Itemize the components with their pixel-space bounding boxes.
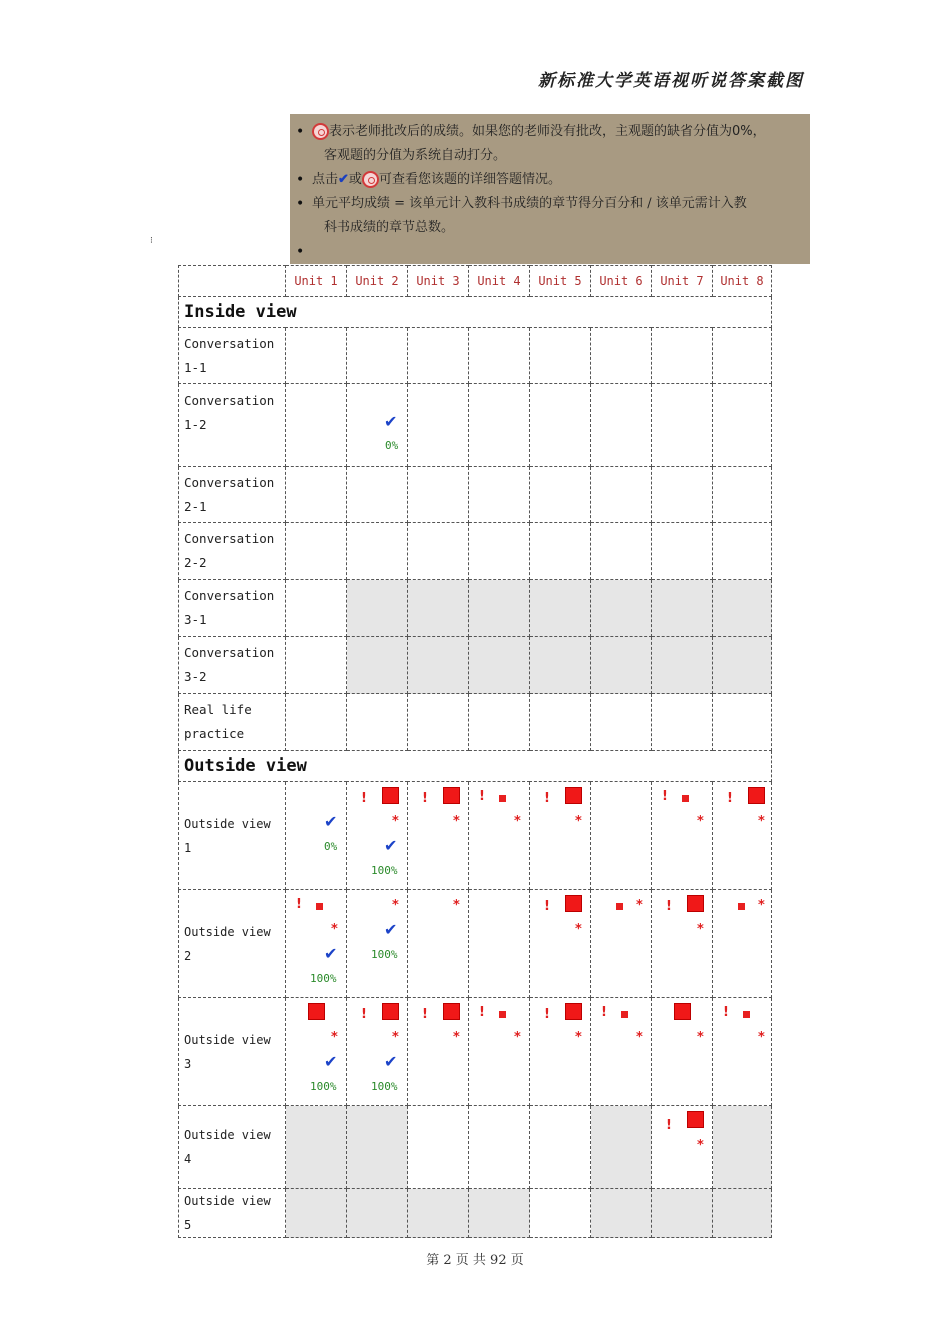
check-icon[interactable]: ✔	[384, 920, 398, 939]
warning-icon: !	[361, 791, 367, 806]
required-icon: *	[575, 1030, 582, 1045]
unfinished-icon[interactable]	[687, 1111, 704, 1128]
required-icon: *	[392, 1030, 399, 1045]
table-row	[179, 1189, 772, 1238]
unit-header: Unit 6	[591, 266, 652, 297]
warning-icon: !	[544, 899, 550, 914]
unfinished-icon[interactable]	[674, 1003, 691, 1020]
row-label: Outside view 4	[179, 1106, 286, 1189]
check-icon[interactable]: ✔	[324, 812, 338, 831]
required-icon: *	[758, 898, 765, 913]
unfinished-icon[interactable]	[748, 787, 765, 804]
row-label: Outside view 3	[179, 998, 286, 1106]
warning-icon: !	[666, 899, 672, 914]
row-label: Conversation 3-2	[179, 637, 286, 694]
table-row	[179, 694, 772, 751]
required-icon: *	[331, 922, 338, 937]
table-row	[179, 890, 772, 998]
unit-header: Unit 8	[713, 266, 772, 297]
unfinished-icon[interactable]	[743, 1011, 750, 1018]
score-percent: 100%	[371, 864, 398, 877]
check-icon[interactable]: ✔	[324, 1052, 338, 1071]
check-icon[interactable]: ✔	[384, 412, 398, 431]
required-icon: *	[575, 922, 582, 937]
table-row	[179, 637, 772, 694]
unfinished-icon[interactable]	[687, 895, 704, 912]
required-icon: *	[453, 814, 460, 829]
score-percent: 100%	[371, 948, 398, 961]
unfinished-icon[interactable]	[308, 1003, 325, 1020]
warning-icon: !	[666, 1118, 672, 1133]
unfinished-icon[interactable]	[443, 787, 460, 804]
row-label: Conversation 1-2	[179, 384, 286, 467]
unit-header-row	[179, 266, 772, 297]
row-label: Conversation 1-1	[179, 328, 286, 384]
unfinished-icon[interactable]	[738, 903, 745, 910]
row-label: Real life practice	[179, 694, 286, 751]
table-row	[179, 523, 772, 580]
unit-header: Unit 1	[286, 266, 347, 297]
warning-icon: !	[361, 1007, 367, 1022]
required-icon: *	[758, 814, 765, 829]
unfinished-icon[interactable]	[499, 795, 506, 802]
row-label: Outside view 5	[179, 1189, 286, 1238]
warning-icon: !	[727, 791, 733, 806]
check-icon[interactable]: ✔	[324, 944, 338, 963]
required-icon: *	[697, 814, 704, 829]
score-percent: 100%	[310, 972, 337, 985]
check-icon[interactable]: ✔	[384, 1052, 398, 1071]
warning-icon: !	[544, 1007, 550, 1022]
table-row	[179, 328, 772, 384]
unit-header: Unit 4	[469, 266, 530, 297]
unfinished-icon[interactable]	[382, 1003, 399, 1020]
unfinished-icon[interactable]	[499, 1011, 506, 1018]
legend-item-average: • 单元平均成绩 = 该单元计入教科书成绩的章节得分百分和 / 该单元需计入教 科书成绩的章节总数。	[312, 192, 802, 240]
warning-icon: !	[296, 897, 302, 912]
teacher-seal-icon	[312, 123, 329, 140]
margin-mark: ⁝	[150, 236, 153, 246]
unfinished-icon[interactable]	[382, 787, 399, 804]
required-icon: *	[392, 814, 399, 829]
unfinished-icon[interactable]	[565, 895, 582, 912]
document-title: 新标准大学英语视听说答案截图	[538, 71, 804, 91]
check-icon: ✔	[338, 172, 349, 187]
required-icon: *	[453, 898, 460, 913]
unfinished-icon[interactable]	[565, 787, 582, 804]
row-label: Conversation 2-1	[179, 467, 286, 523]
table-row	[179, 782, 772, 890]
teacher-seal-icon	[362, 171, 379, 188]
unfinished-icon[interactable]	[682, 795, 689, 802]
score-percent: 100%	[310, 1080, 337, 1093]
section-outside-view: Outside view	[179, 751, 772, 782]
table-row	[179, 998, 772, 1106]
check-icon[interactable]: ✔	[384, 836, 398, 855]
score-percent: 0%	[324, 840, 338, 853]
score-table	[178, 265, 772, 1238]
unit-header: Unit 2	[347, 266, 408, 297]
table-row	[179, 384, 772, 467]
score-percent: 100%	[371, 1080, 398, 1093]
row-label: Conversation 3-1	[179, 580, 286, 637]
required-icon: *	[758, 1030, 765, 1045]
row-label: Outside view 2	[179, 890, 286, 998]
section-inside-view: Inside view	[179, 297, 772, 328]
unit-header: Unit 7	[652, 266, 713, 297]
required-icon: *	[697, 1030, 704, 1045]
required-icon: *	[514, 1030, 521, 1045]
table-row	[179, 580, 772, 637]
table-row	[179, 467, 772, 523]
corner-cell	[179, 266, 286, 297]
warning-icon: !	[422, 1007, 428, 1022]
page-footer: 第 2 页 共 92 页	[426, 1253, 524, 1268]
required-icon: *	[697, 922, 704, 937]
warning-icon: !	[544, 791, 550, 806]
required-icon: *	[331, 1030, 338, 1045]
warning-icon: !	[479, 789, 485, 804]
unfinished-icon[interactable]	[616, 903, 623, 910]
unit-header: Unit 3	[408, 266, 469, 297]
warning-icon: !	[479, 1005, 485, 1020]
row-label: Conversation 2-2	[179, 523, 286, 580]
warning-icon: !	[422, 791, 428, 806]
unfinished-icon[interactable]	[621, 1011, 628, 1018]
required-icon: *	[453, 1030, 460, 1045]
legend-item-click: • 点击✔或 可查看您该题的详细答题情况。	[312, 168, 802, 192]
legend-box	[290, 114, 810, 264]
table-row	[179, 1106, 772, 1189]
unfinished-icon[interactable]	[443, 1003, 460, 1020]
required-icon: *	[697, 1138, 704, 1153]
score-percent: 0%	[385, 439, 399, 452]
unit-header: Unit 5	[530, 266, 591, 297]
row-label: Outside view 1	[179, 782, 286, 890]
required-icon: *	[392, 898, 399, 913]
legend-item-seal: • 表示老师批改后的成绩。如果您的老师没有批改，主观题的缺省分值为0%， 客观题的分值为系统自动打分。	[312, 120, 802, 168]
required-icon: *	[575, 814, 582, 829]
unfinished-icon[interactable]	[565, 1003, 582, 1020]
unfinished-icon[interactable]	[316, 903, 323, 910]
legend-item-empty	[312, 240, 802, 264]
required-icon: *	[636, 1030, 643, 1045]
warning-icon: !	[723, 1005, 729, 1020]
warning-icon: !	[662, 789, 668, 804]
warning-icon: !	[601, 1005, 607, 1020]
required-icon: *	[514, 814, 521, 829]
required-icon: *	[636, 898, 643, 913]
